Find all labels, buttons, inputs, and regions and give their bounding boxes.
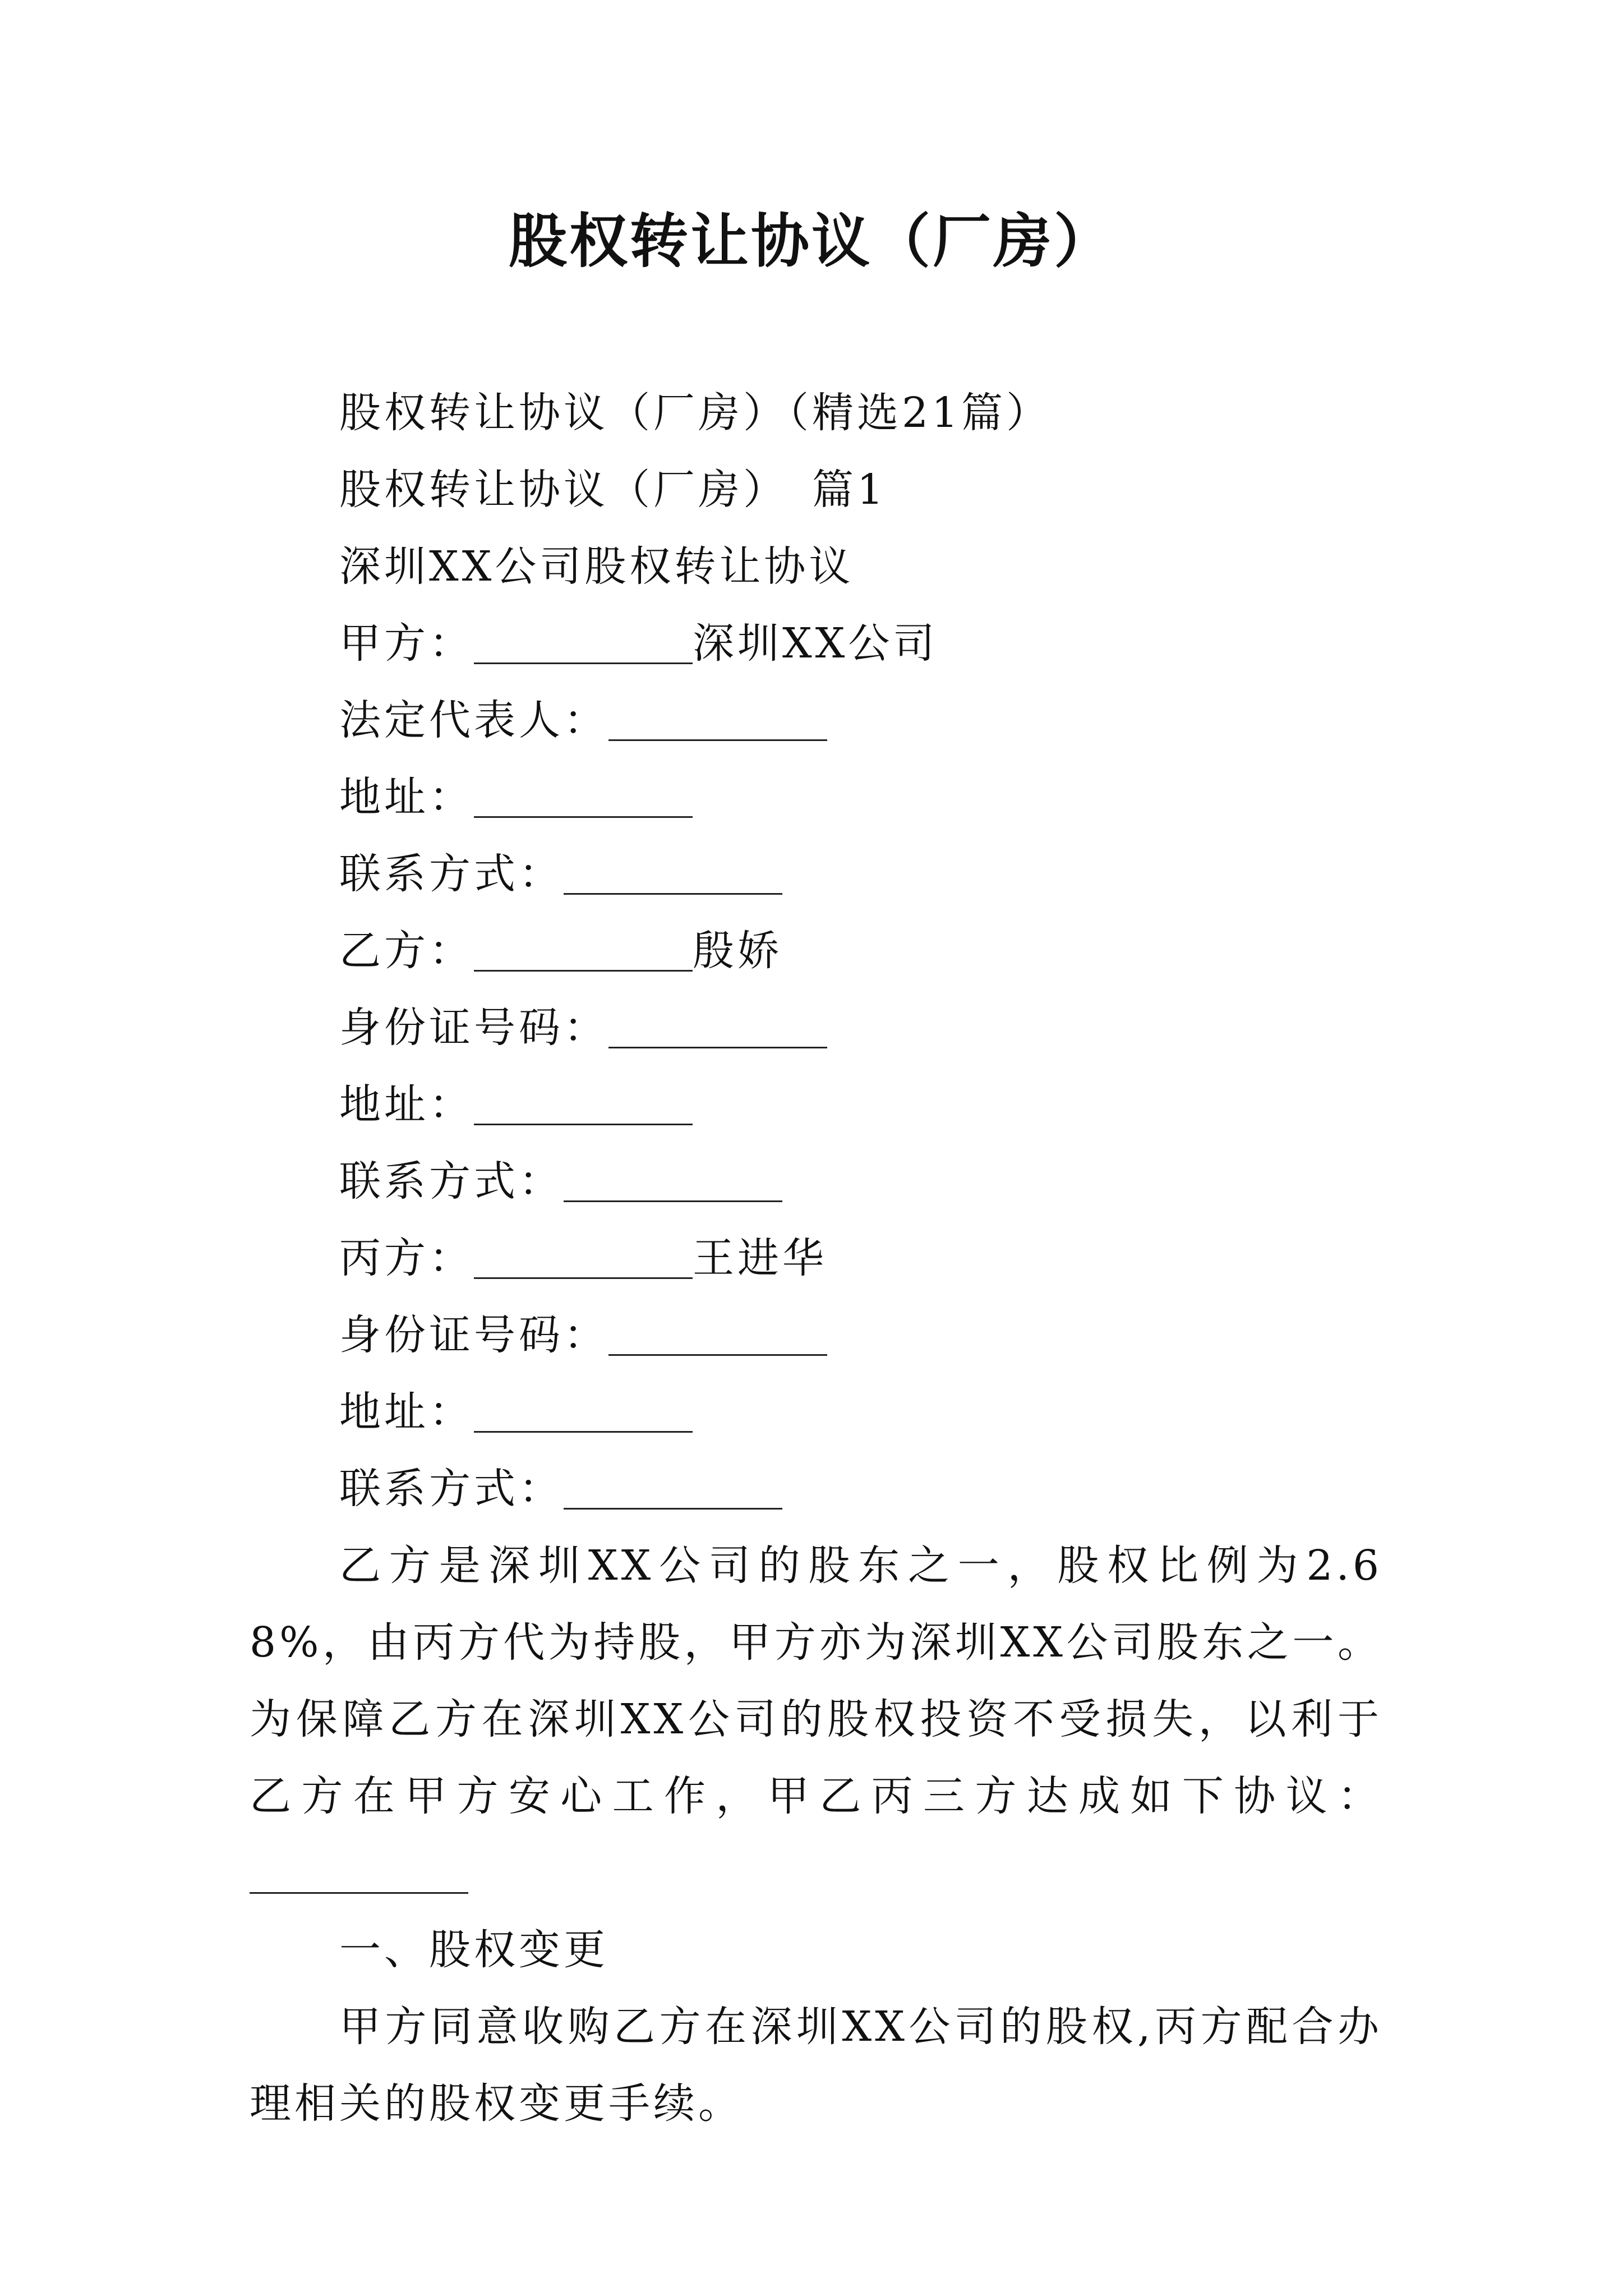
- party-b-id-blank: [608, 1005, 827, 1048]
- party-a-contact-line: [250, 836, 1382, 913]
- party-c-id-line: [250, 1297, 1382, 1374]
- party-b-address-line: [250, 1066, 1382, 1143]
- party-c-address-line: [250, 1374, 1382, 1451]
- section-1-heading: 一、股权变更: [339, 1926, 608, 1974]
- intro-paragraph-blank: [250, 1851, 468, 1894]
- document-subtitle: 股权转让协议（厂房）（精选21篇）: [339, 389, 1052, 437]
- party-c-contact-line: [250, 1451, 1382, 1527]
- agreement-name: 深圳XX公司股权转让协议: [339, 542, 854, 591]
- party-a-address-label: 地址：: [339, 773, 474, 821]
- party-a-address-blank: [474, 775, 693, 818]
- party-c-line: [250, 1220, 1382, 1297]
- party-c-value: 王进华: [693, 1234, 827, 1282]
- party-b-contact-blank: [564, 1159, 782, 1202]
- party-a-line: [250, 605, 1382, 682]
- party-a-address-line: [250, 759, 1382, 836]
- party-b-contact-line: [250, 1143, 1382, 1220]
- party-a-representative-label: 法定代表人：: [339, 696, 608, 744]
- party-c-label: 丙方：: [339, 1234, 474, 1282]
- party-b-blank: [474, 928, 693, 972]
- party-a-representative-blank: [608, 698, 827, 741]
- party-b-address-blank: [474, 1082, 693, 1125]
- party-a-blank: [474, 621, 693, 664]
- party-b-label: 乙方：: [339, 927, 474, 975]
- document-body: [250, 375, 1382, 2142]
- party-c-blank: [474, 1236, 693, 1279]
- party-c-contact-label: 联系方式：: [339, 1465, 564, 1513]
- party-b-address-label: 地址：: [339, 1080, 474, 1129]
- party-b-id-label: 身份证号码：: [339, 1004, 608, 1052]
- party-c-address-label: 地址：: [339, 1388, 474, 1436]
- party-a-contact-blank: [564, 852, 782, 895]
- party-b-line: [250, 913, 1382, 990]
- party-a-contact-label: 联系方式：: [339, 850, 564, 898]
- section-1-paragraph: 甲方同意收购乙方在深圳XX公司的股权,丙方配合办理相关的股权变更手续。: [250, 2003, 1382, 2128]
- chapter-heading: 股权转让协议（厂房） 篇1: [339, 466, 887, 514]
- party-c-contact-blank: [564, 1466, 782, 1510]
- party-a-value: 深圳XX公司: [693, 619, 938, 668]
- party-a-representative-line: [250, 682, 1382, 759]
- party-b-contact-label: 联系方式：: [339, 1157, 564, 1205]
- intro-paragraph: [250, 1527, 1382, 1912]
- party-c-address-blank: [474, 1389, 693, 1433]
- party-c-id-blank: [608, 1313, 827, 1356]
- document-title: 股权转让协议（厂房）: [508, 207, 1114, 275]
- party-c-id-label: 身份证号码：: [339, 1311, 608, 1359]
- party-b-value: 殷娇: [693, 927, 782, 975]
- party-a-label: 甲方：: [339, 619, 474, 668]
- party-b-id-line: [250, 990, 1382, 1066]
- intro-paragraph-text: 乙方是深圳XX公司的股东之一，股权比例为2.68%，由丙方代为持股，甲方亦为深圳XX公司股东之一。为保障乙方在深圳XX公司的股权投资不受损失，以利于乙方在甲方安心工作，甲乙丙三方达成如下协议：: [250, 1542, 1382, 1820]
